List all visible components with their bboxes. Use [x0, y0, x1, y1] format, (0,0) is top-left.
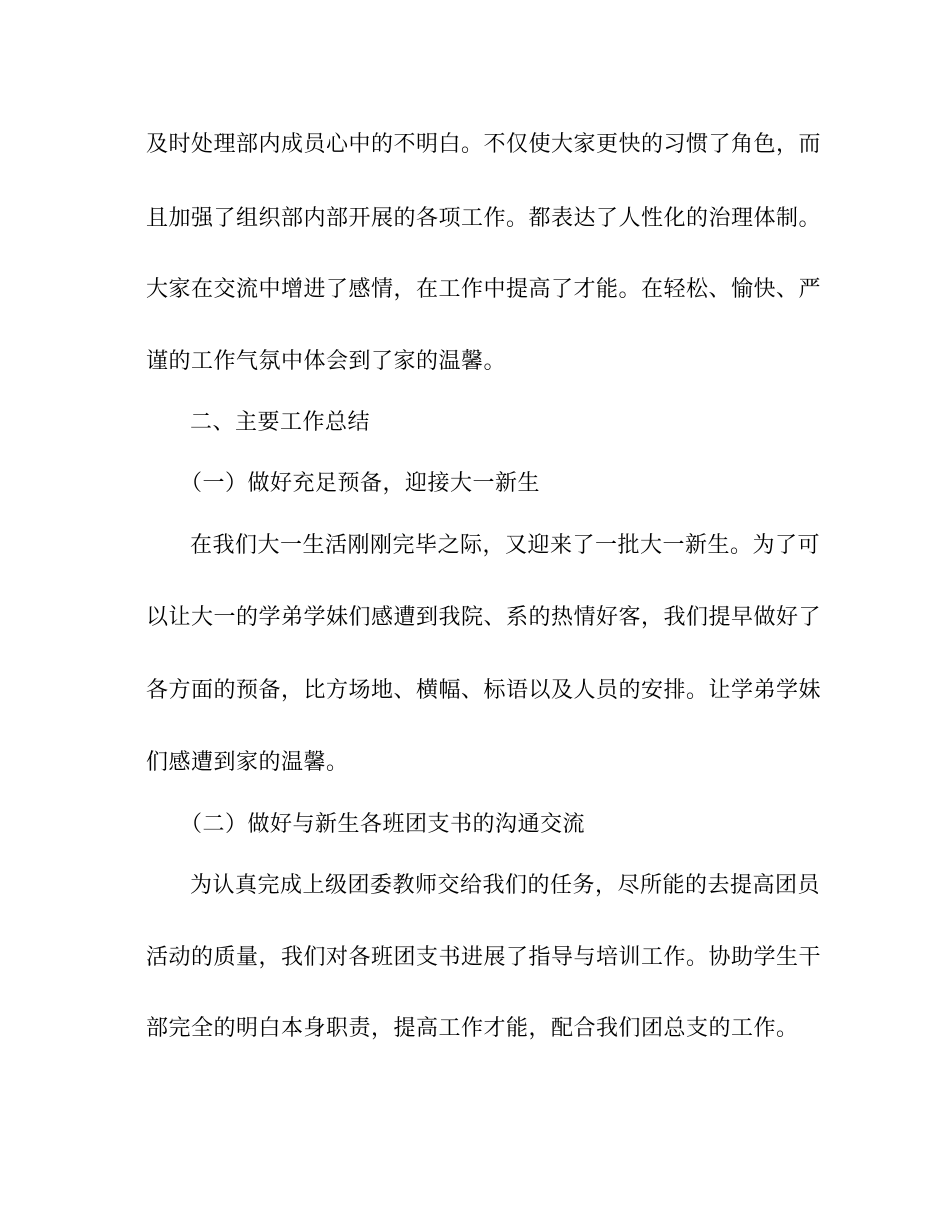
paragraph-line: 及时处理部内成员心中的不明白。不仅使大家更快的习惯了角色，而 — [146, 132, 822, 157]
paragraph-line: 以让大一的学弟学妹们感遭到我院、系的热情好客，我们提早做好了 — [146, 605, 822, 630]
paragraph-line: 部完全的明白本身职责，提高工作才能，配合我们团总支的工作。 — [146, 1016, 799, 1041]
subsection-heading: （一）做好充足预备，迎接大一新生 — [180, 471, 541, 496]
paragraph-line: 大家在交流中增进了感情，在工作中提高了才能。在轻松、愉快、严 — [146, 277, 822, 302]
paragraph-line: 活动的质量，我们对各班团支书进展了指导与培训工作。协助学生干 — [146, 945, 822, 970]
paragraph-line: 且加强了组织部内部开展的各项工作。都表达了人性化的治理体制。 — [146, 206, 822, 231]
section-heading: 二、主要工作总结 — [190, 410, 371, 435]
paragraph-line: 谨的工作气氛中体会到了家的温馨。 — [146, 349, 507, 374]
paragraph-line: 在我们大一生活刚刚完毕之际，又迎来了一批大一新生。为了可 — [190, 533, 821, 558]
paragraph-line: 们感遭到家的温馨。 — [146, 750, 349, 775]
paragraph-line: 各方面的预备，比方场地、横幅、标语以及人员的安排。让学弟学妹 — [146, 678, 822, 703]
paragraph-line: 为认真完成上级团委教师交给我们的任务，尽所能的去提高团员 — [190, 873, 821, 898]
subsection-heading: （二）做好与新生各班团支书的沟通交流 — [180, 812, 586, 837]
